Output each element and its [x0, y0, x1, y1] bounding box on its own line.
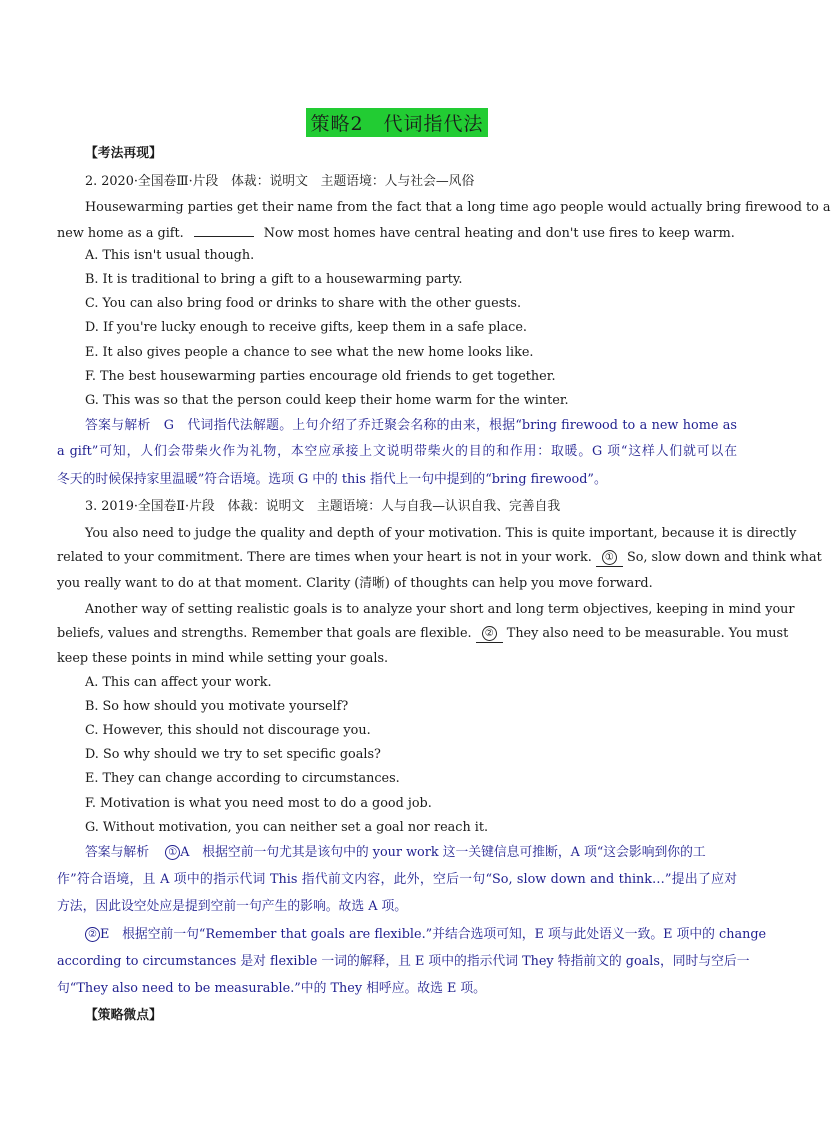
q3-passage-line-4: Another way of setting realistic goals is to analyze your short and long term objectives, keeping in mind your [85, 602, 795, 617]
blank-number-1: ① [602, 550, 617, 565]
q3-answer-line-1 [85, 845, 737, 861]
q3-option-g: G. Without motivation, you can neither set a goal nor reach it. [85, 820, 489, 835]
q2-option-g: G. This was so that the person could keep their home warm for the winter. [85, 393, 569, 408]
q2-answer-line-2: a gift”可知，人们会带柴火作为礼物，本空应承接上文说明带柴火的目的和作用：取暖。G 项“这样人们就可以在 [57, 444, 737, 459]
q3-option-f: F. Motivation is what you need most to do a good job. [85, 796, 432, 811]
q2-answer-line-3: 冬天的时候保持家里温暖”符合语境。选项 G 中的 this 指代上一句中提到的“bring firewood”。 [57, 472, 607, 487]
q3-answer-line-4 [85, 927, 767, 943]
answer-label: 答案与解析 [85, 845, 149, 860]
q2-passage-text: new home as a gift. [57, 226, 184, 241]
q3-passage-line-2 [57, 550, 822, 567]
answer-number-1: ① [165, 845, 180, 860]
q2-passage-line-2 [57, 224, 737, 242]
q3-answer-line-5: according to circumstances 是对 flexible 一词的解释，且 E 项中的指示代词 They 特指前文的 goals，同时与空后一 [57, 954, 750, 969]
answer-e-text: E 根据空前一句“Remember that goals are flexible.”并结合选项可知，E 项与此处语义一致。E 项中的 change [100, 927, 767, 942]
q2-option-c: C. You can also bring food or drinks to share with the other guests. [85, 296, 522, 311]
q3-header: 3. 2019·全国卷Ⅱ·片段 体裁：说明文 主题语境：人与自我—认识自我、完善自我 [85, 499, 561, 514]
q2-passage-line-1: Housewarming parties get their name from the fact that a long time ago people would actually bring firewood to a [85, 200, 831, 215]
q3-option-c: C. However, this should not discourage you. [85, 723, 371, 738]
q2-option-b: B. It is traditional to bring a gift to a housewarming party. [85, 272, 463, 287]
q3-answer-line-6: 句“They also need to be measurable.”中的 They 相呼应。故选 E 项。 [57, 981, 486, 996]
q3-option-d: D. So why should we try to set specific goals? [85, 747, 381, 762]
q3-option-e: E. They can change according to circumstances. [85, 771, 400, 786]
page-title: 策略2 代词指代法 [306, 108, 487, 137]
section-heading-celue: 【策略微点】 [85, 1008, 162, 1023]
title-wrap [0, 108, 794, 137]
q3-passage-text: related to your commitment. There are times when your heart is not in your work. [57, 550, 592, 565]
q3-blank-1 [596, 550, 623, 567]
q2-header: 2. 2020·全国卷Ⅲ·片段 体裁：说明文 主题语境：人与社会—风俗 [85, 174, 475, 189]
q3-answer-line-2: 作”符合语境，且 A 项中的指示代词 This 指代前文内容，此外，空后一句“So, slow down and think…”提出了应对 [57, 872, 737, 887]
q3-passage-line-3: you really want to do at that moment. Clarity (清晰) of thoughts can help you move forward. [57, 576, 653, 591]
answer-a-text: A 根据空前一句尤其是该句中的 your work 这一关键信息可推断，A 项“这会影响到你的工 [180, 845, 706, 860]
q3-blank-2 [476, 626, 503, 643]
q2-option-f: F. The best housewarming parties encourage old friends to get together. [85, 369, 556, 384]
section-heading-kaofa: 【考法再现】 [85, 146, 162, 161]
q2-answer-line-1: 答案与解析 G 代词指代法解题。上句介绍了乔迁聚会名称的由来，根据“bring firewood to a new home as [85, 418, 737, 433]
q3-passage-line-1: You also need to judge the quality and depth of your motivation. This is quite important, because it is directly [85, 526, 797, 541]
q3-passage-line-5 [57, 626, 789, 643]
answer-number-2: ② [85, 927, 100, 942]
q3-passage-text-after: So, slow down and think what [626, 550, 822, 565]
q3-passage-text-2-after: They also need to be measurable. You must [506, 626, 789, 641]
q2-option-a: A. This isn't usual though. [85, 248, 255, 263]
q2-option-d: D. If you're lucky enough to receive gifts, keep them in a safe place. [85, 320, 527, 335]
q3-option-a: A. This can affect your work. [85, 675, 272, 690]
q3-answer-line-3: 方法，因此设空处应是提到空前一句产生的影响。故选 A 项。 [57, 899, 408, 914]
q2-answer-blank [194, 224, 254, 237]
blank-number-2: ② [482, 626, 497, 641]
q3-option-b: B. So how should you motivate yourself? [85, 699, 349, 714]
q3-passage-line-6: keep these points in mind while setting your goals. [57, 651, 389, 666]
q2-passage-text-after: Now most homes have central heating and don't use fires to keep warm. [263, 226, 735, 241]
q3-passage-text-2: beliefs, values and strengths. Remember that goals are flexible. [57, 626, 472, 641]
q2-option-e: E. It also gives people a chance to see what the new home looks like. [85, 345, 534, 360]
